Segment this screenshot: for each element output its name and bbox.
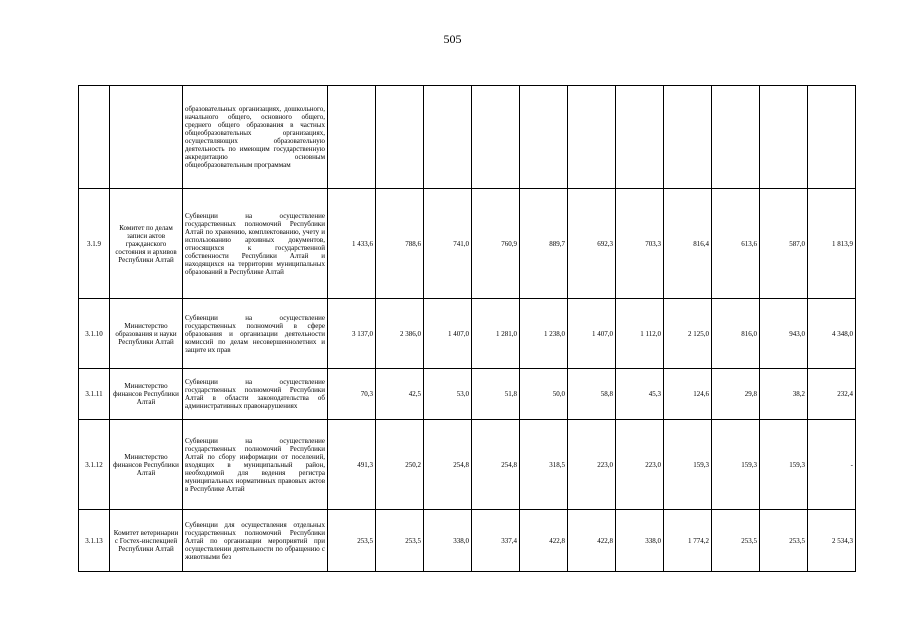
row-value: 692,3: [568, 189, 616, 299]
row-value: [616, 86, 664, 189]
table-row: [79, 510, 856, 572]
row-value: [712, 86, 760, 189]
row-value: 250,2: [376, 420, 424, 510]
row-value: 338,0: [424, 510, 472, 572]
row-description: Субвенции на осуществление государственных полномочий в сфере образования и организации деятельности комиссий по делам несовершеннолетних и защите их прав: [183, 299, 328, 369]
table-row: [79, 86, 856, 189]
row-value: 223,0: [616, 420, 664, 510]
row-value: 1 112,0: [616, 299, 664, 369]
row-value: 4 348,0: [808, 299, 856, 369]
row-value: 741,0: [424, 189, 472, 299]
row-value: 51,8: [472, 369, 520, 420]
row-code: 3.1.10: [79, 299, 110, 369]
table-row: [79, 299, 856, 369]
row-value: 1 433,6: [328, 189, 376, 299]
row-value: 223,0: [568, 420, 616, 510]
table-row: [79, 420, 856, 510]
row-organization: Министерство финансов Республики Алтай: [110, 369, 183, 420]
row-value: 1 407,0: [568, 299, 616, 369]
row-description: Субвенции на осуществление государственных полномочий Республики Алтай по сбору информации от поселений, входящих в муниципальный район, необходимой для ведения регистра муниципальных нормативных правовых актов в Республике Алтай: [183, 420, 328, 510]
row-value: 816,4: [664, 189, 712, 299]
row-value: [472, 86, 520, 189]
row-value: 253,5: [760, 510, 808, 572]
row-value: -: [808, 420, 856, 510]
row-value: 338,0: [616, 510, 664, 572]
row-value: 2 386,0: [376, 299, 424, 369]
row-value: 50,0: [520, 369, 568, 420]
row-description: образовательных организациях, дошкольного, начального общего, основного общего, среднего общего образования в частных общеобразовательных организациях, осуществляющих образовательную деятельность по имеющим государственную аккредитацию основным общеобразовательным программам: [183, 86, 328, 189]
row-value: 491,3: [328, 420, 376, 510]
row-value: 159,3: [664, 420, 712, 510]
row-value: [424, 86, 472, 189]
row-value: 889,7: [520, 189, 568, 299]
row-code: 3.1.11: [79, 369, 110, 420]
row-organization: Комитет по делам записи актов гражданского состояния и архивов Республики Алтай: [110, 189, 183, 299]
row-value: 254,8: [424, 420, 472, 510]
table-row: [79, 369, 856, 420]
row-value: 53,0: [424, 369, 472, 420]
row-value: 232,4: [808, 369, 856, 420]
row-value: 3 137,0: [328, 299, 376, 369]
row-value: 613,6: [712, 189, 760, 299]
budget-table: [78, 85, 856, 572]
row-value: [568, 86, 616, 189]
row-value: 254,8: [472, 420, 520, 510]
row-value: 422,8: [520, 510, 568, 572]
row-value: 70,3: [328, 369, 376, 420]
row-value: 760,9: [472, 189, 520, 299]
row-value: 253,5: [328, 510, 376, 572]
row-value: [328, 86, 376, 189]
row-organization: Министерство финансов Республики Алтай: [110, 420, 183, 510]
row-value: [808, 86, 856, 189]
table-body: [79, 86, 856, 572]
row-value: 38,2: [760, 369, 808, 420]
row-value: 422,8: [568, 510, 616, 572]
row-value: 816,0: [712, 299, 760, 369]
row-value: [664, 86, 712, 189]
row-value: 587,0: [760, 189, 808, 299]
row-value: 42,5: [376, 369, 424, 420]
row-value: 1 774,2: [664, 510, 712, 572]
row-code: [79, 86, 110, 189]
page-number: 505: [443, 32, 462, 46]
row-description: Субвенции на осуществление государственных полномочий Республики Алтай в области законодательства об административных правонарушениях: [183, 369, 328, 420]
row-value: 253,5: [376, 510, 424, 572]
row-organization: Министерство образования и науки Республики Алтай: [110, 299, 183, 369]
row-value: 2 125,0: [664, 299, 712, 369]
row-value: 337,4: [472, 510, 520, 572]
row-value: 29,8: [712, 369, 760, 420]
row-code: 3.1.12: [79, 420, 110, 510]
row-value: 788,6: [376, 189, 424, 299]
row-value: 159,3: [760, 420, 808, 510]
row-value: 45,3: [616, 369, 664, 420]
row-value: 58,8: [568, 369, 616, 420]
row-value: 1 281,0: [472, 299, 520, 369]
row-value: 1 407,0: [424, 299, 472, 369]
row-description: Субвенции на осуществление государственных полномочий Республики Алтай по хранению, комплектованию, учету и использованию архивных документов, относящихся к государственной собственности Республики Алтай и находящихся на территории муниципальных образований в Республике Алтай: [183, 189, 328, 299]
row-value: 1 238,0: [520, 299, 568, 369]
row-value: 253,5: [712, 510, 760, 572]
row-value: [376, 86, 424, 189]
table-row: [79, 189, 856, 299]
row-value: 1 813,9: [808, 189, 856, 299]
row-value: 124,6: [664, 369, 712, 420]
row-code: 3.1.13: [79, 510, 110, 572]
row-value: 2 534,3: [808, 510, 856, 572]
row-value: 159,3: [712, 420, 760, 510]
row-organization: Комитет ветеринарии с Гостех-инспекцией Республики Алтай: [110, 510, 183, 572]
row-value: 703,3: [616, 189, 664, 299]
row-code: 3.1.9: [79, 189, 110, 299]
row-value: 943,0: [760, 299, 808, 369]
row-value: [760, 86, 808, 189]
row-organization: [110, 86, 183, 189]
row-value: 318,5: [520, 420, 568, 510]
row-description: Субвенции для осуществления отдельных государственных полномочий Республики Алтай по организации мероприятий при осуществлении деятельности по обращению с животными без: [183, 510, 328, 572]
row-value: [520, 86, 568, 189]
